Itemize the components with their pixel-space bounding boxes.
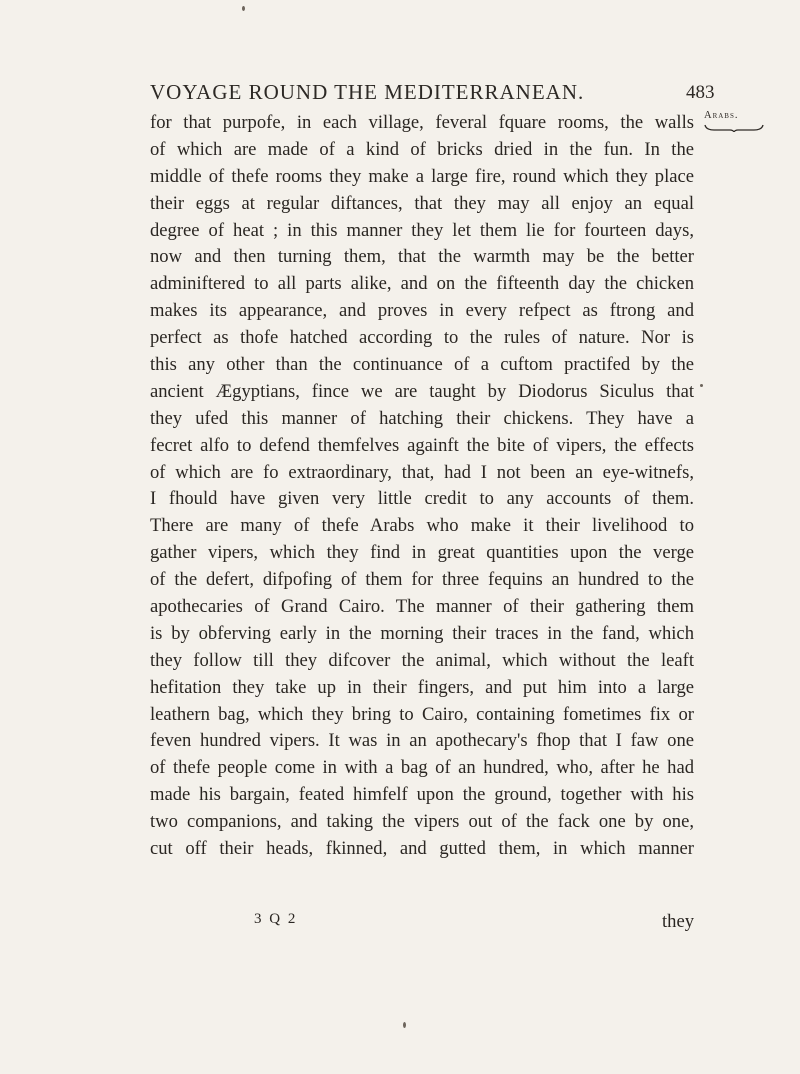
ink-speck xyxy=(403,1022,406,1028)
text-line: hefitation they take up in their fingers, and put him into a large xyxy=(150,676,694,698)
text-line: two companions, and taking the vipers out of the fack one by one, xyxy=(150,811,694,833)
text-line: perfect as thofe hatched according to the rules of nature. Nor is xyxy=(150,327,694,349)
text-line: There are many of thefe Arabs who make it their livelihood to xyxy=(150,515,694,537)
marginal-brace-icon xyxy=(704,124,764,132)
text-line: apothecaries of Grand Cairo. The manner of their gathering them xyxy=(150,596,694,618)
body-text xyxy=(150,110,694,863)
running-title: VOYAGE ROUND THE MEDITERRANEAN. xyxy=(150,80,585,104)
text-line: this any other than the continuance of a cuftom practifed by the xyxy=(150,354,694,376)
ink-speck xyxy=(700,384,703,387)
page-number: 483 xyxy=(686,82,715,103)
text-line: I fhould have given very little credit to any accounts of them. xyxy=(150,488,694,510)
marginal-note: Arabs. xyxy=(704,110,739,121)
text-line: makes its appearance, and proves in every refpect as ftrong and xyxy=(150,300,694,322)
text-line: for that purpofe, in each village, feveral fquare rooms, the walls xyxy=(150,112,694,133)
page-footer xyxy=(150,911,694,937)
text-line: degree of heat ; in this manner they let them lie for fourteen days, xyxy=(150,219,694,241)
text-line: middle of thefe rooms they make a large fire, round which they place xyxy=(150,165,694,187)
text-line: adminiftered to all parts alike, and on the fifteenth day the chicken xyxy=(150,273,694,295)
text-line: ancient Ægyptians, fince we are taught by Diodorus Siculus that xyxy=(150,380,694,402)
ink-speck xyxy=(242,6,245,11)
text-line: leathern bag, which they bring to Cairo, containing fometimes fix or xyxy=(150,703,694,725)
text-line: of which are fo extraordinary, that, had I not been an eye-witnefs, xyxy=(150,461,694,483)
signature-mark: 3 Q 2 xyxy=(254,911,298,927)
text-line: now and then turning them, that the warmth may be the better xyxy=(150,246,694,268)
text-line: gather vipers, which they find in great quantities upon the verge xyxy=(150,542,694,564)
text-line: cut off their heads, fkinned, and gutted them, in which manner xyxy=(150,838,694,860)
text-line: is by obferving early in the morning their traces in the fand, which xyxy=(150,622,694,644)
text-line: of the defert, difpofing of them for three fequins an hundred to the xyxy=(150,569,694,591)
text-line: their eggs at regular diftances, that they may all enjoy an equal xyxy=(150,192,694,214)
text-line: made his bargain, feated himfelf upon the ground, together with his xyxy=(150,784,694,806)
text-line: fecret alfo to defend themfelves againft the bite of vipers, the effects xyxy=(150,434,694,456)
text-line: of thefe people come in with a bag of an hundred, who, after he had xyxy=(150,757,694,779)
text-line: they ufed this manner of hatching their chickens. They have a xyxy=(150,407,694,429)
text-line: of which are made of a kind of bricks dried in the fun. In the xyxy=(150,138,694,160)
text-line: they follow till they difcover the animal, which without the leaft xyxy=(150,649,694,671)
text-line: feven hundred vipers. It was in an apothecary's fhop that I faw one xyxy=(150,730,694,752)
catchword: they xyxy=(661,911,694,932)
